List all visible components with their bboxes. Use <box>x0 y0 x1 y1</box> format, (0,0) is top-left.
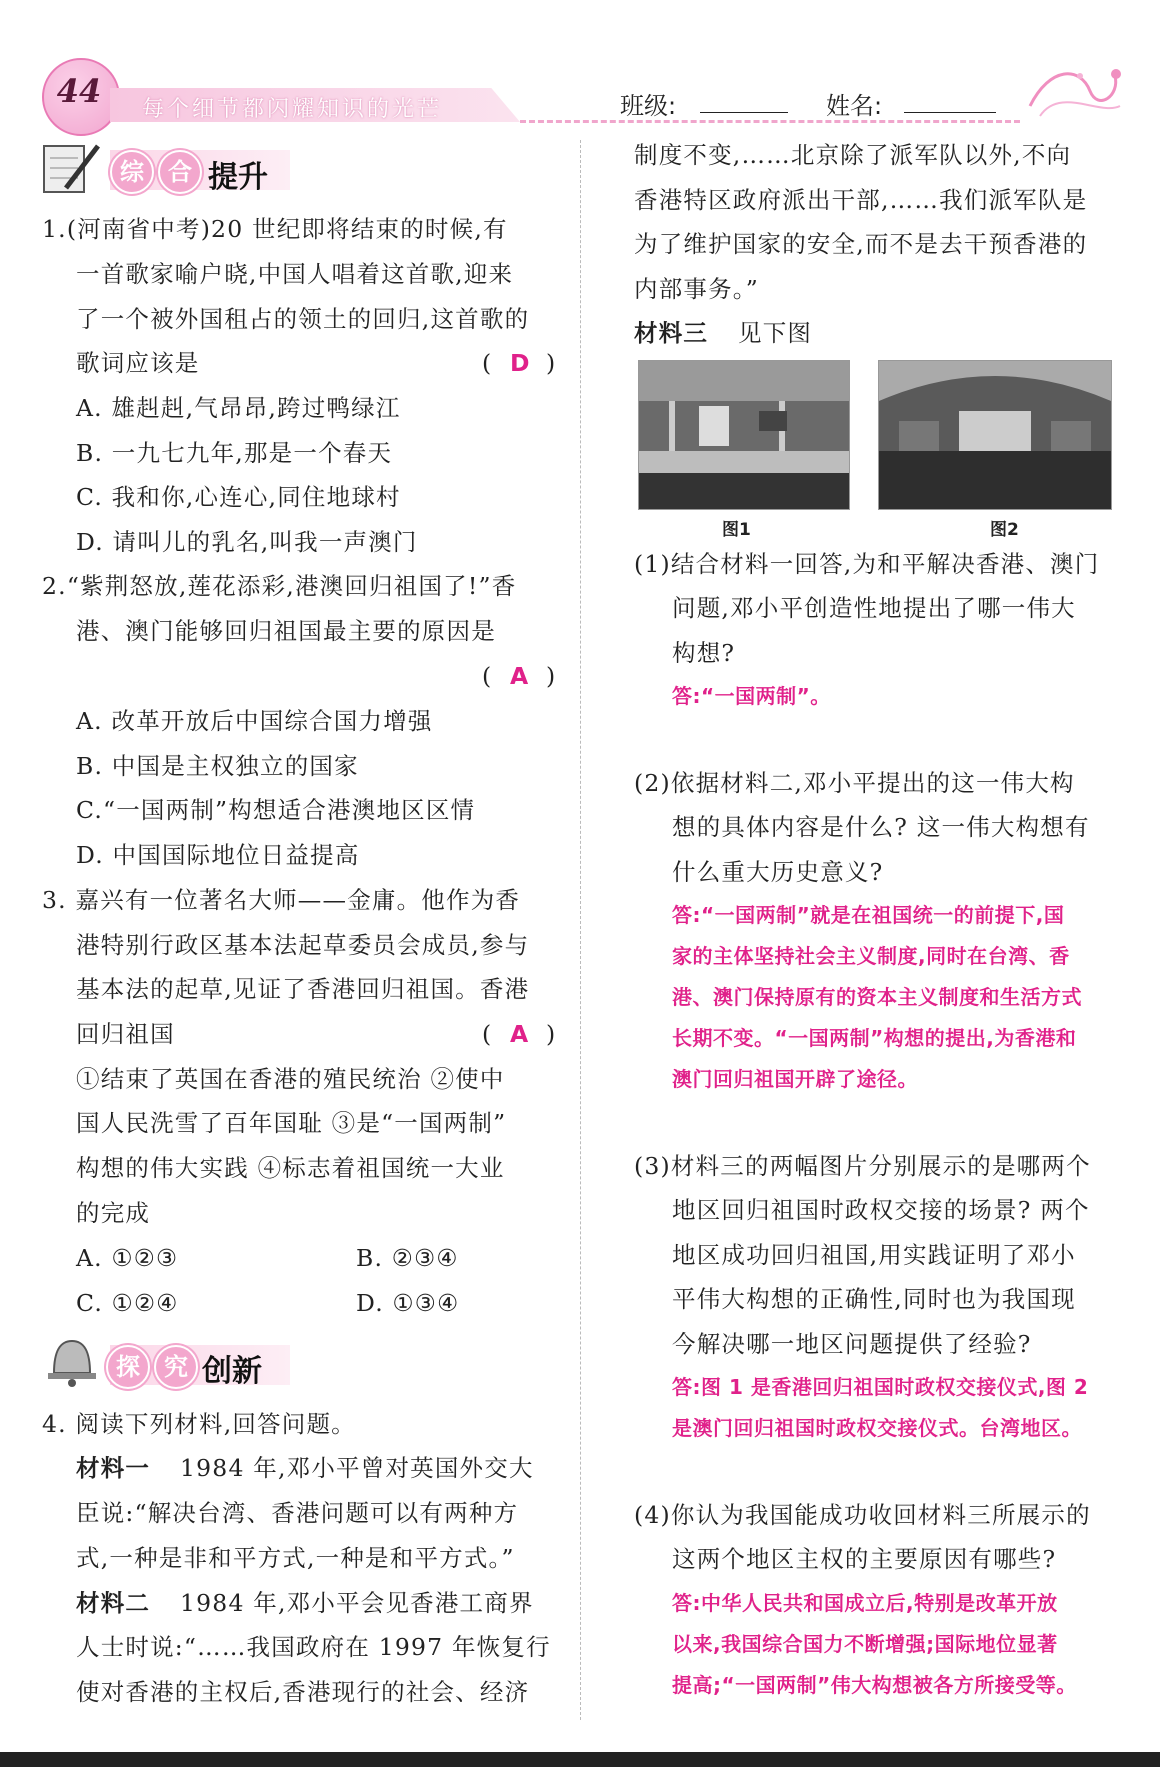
q1-line: 歌词应该是 <box>76 349 200 377</box>
section-bubble: 探 <box>106 1345 150 1389</box>
section-title: 创新 <box>202 1354 262 1389</box>
q4-line: 4. 阅读下列材料,回答问题。 <box>42 1410 356 1438</box>
subq1-answer: 答:“一国两制”。 <box>672 684 831 708</box>
material-2-text: 为了维护国家的安全,而不是去干预香港的 <box>634 230 1088 258</box>
page-number: 44 <box>56 72 102 110</box>
q2-answer: A <box>510 662 530 690</box>
subq1-line: (1)结合材料一回答,为和平解决香港、澳门 <box>634 550 1100 578</box>
subq3-line: 平伟大构想的正确性,同时也为我国现 <box>672 1285 1076 1313</box>
column-divider <box>580 140 581 1720</box>
subq2-answer: 港、澳门保持原有的资本主义制度和生活方式 <box>672 985 1082 1009</box>
material-2-text: 内部事务。” <box>634 275 759 303</box>
q2-option: C.“一国两制”构想适合港澳地区区情 <box>76 796 476 824</box>
subq2-answer: 长期不变。“一国两制”构想的提出,为香港和 <box>672 1026 1077 1050</box>
subq4-answer: 答:中华人民共和国成立后,特别是改革开放 <box>672 1591 1058 1615</box>
figure-2-caption: 图2 <box>990 520 1019 540</box>
q3-answer-close: ) <box>546 1020 557 1048</box>
class-blank[interactable] <box>700 86 788 113</box>
subq2-answer: 澳门回归祖国开辟了途径。 <box>672 1067 918 1091</box>
q1-option: B. 一九七九年,那是一个春天 <box>76 439 393 467</box>
q1-option: C. 我和你,心连心,同住地球村 <box>76 483 401 511</box>
q1-option: A. 雄赳赳,气昂昂,跨过鸭绿江 <box>76 394 401 422</box>
section-bubble: 究 <box>154 1345 198 1389</box>
subq4-answer: 以来,我国综合国力不断增强;国际地位显著 <box>672 1632 1058 1656</box>
figure-1-caption: 图1 <box>722 520 751 540</box>
q1-line: 了一个被外国租占的领土的回归,这首歌的 <box>76 305 530 333</box>
section-title: 提升 <box>208 160 268 195</box>
subq2-answer: 答:“一国两制”就是在祖国统一的前提下,国 <box>672 903 1065 927</box>
q1-line: 一首歌家喻户晓,中国人唱着这首歌,迎来 <box>76 260 514 288</box>
material-2-text: 1984 年,邓小平会见香港工商界 <box>180 1589 534 1617</box>
name-label: 姓名: <box>826 92 883 120</box>
q1-option: D. 请叫儿的乳名,叫我一声澳门 <box>76 528 418 556</box>
subq1-line: 问题,邓小平创造性地提出了哪一伟大 <box>672 594 1076 622</box>
material-1-text: 式,一种是非和平方式,一种是和平方式。” <box>76 1544 515 1572</box>
q2-line: 2.“紫荆怒放,莲花添彩,港澳回归祖国了!”香 <box>42 572 517 600</box>
q3-line: 3. 嘉兴有一位著名大师——金庸。他作为香 <box>42 886 521 914</box>
subq3-answer: 答:图 1 是香港回归祖国时政权交接仪式,图 2 <box>672 1375 1089 1399</box>
subq2-answer: 家的主体坚持社会主义制度,同时在台湾、香 <box>672 944 1070 968</box>
material-2-label: 材料二 <box>76 1589 151 1617</box>
q3-statement: ①结束了英国在香港的殖民统治 ②使中 <box>76 1065 505 1093</box>
q3-line: 基本法的起草,见证了香港回归祖国。香港 <box>76 975 530 1003</box>
q2-answer-open: ( <box>482 662 493 690</box>
bottom-bar <box>0 1752 1160 1767</box>
subq2-line: 想的具体内容是什么? 这一伟大构想有 <box>672 813 1090 841</box>
material-1-text: 1984 年,邓小平曾对英国外交大 <box>180 1454 534 1482</box>
subq2-line: 什么重大历史意义? <box>672 858 884 886</box>
q2-answer-close: ) <box>546 662 557 690</box>
class-label: 班级: <box>620 92 677 120</box>
subq3-answer: 是澳门回归祖国时政权交接仪式。台湾地区。 <box>672 1416 1082 1440</box>
material-2-text: 制度不变,……北京除了派军队以外,不向 <box>634 141 1072 169</box>
q3-line: 港特别行政区基本法起草委员会成员,参与 <box>76 931 530 959</box>
q3-answer: A <box>510 1020 530 1048</box>
figure-2-image <box>878 360 1112 510</box>
bell-icon <box>40 1333 102 1389</box>
material-2-text: 香港特区政府派出干部,……我们派军队是 <box>634 186 1088 214</box>
motto-text: 每个细节都闪耀知识的光芒 <box>142 97 443 122</box>
figure-1-image <box>638 360 850 510</box>
q1-line: 1.(河南省中考)20 世纪即将结束的时候,有 <box>42 215 508 243</box>
q3-option: D. ①③④ <box>356 1289 460 1317</box>
material-3-text: 见下图 <box>738 319 813 347</box>
q1-answer-close: ) <box>546 349 557 377</box>
q3-line: 回归祖国 <box>76 1020 175 1048</box>
subq4-answer: 提高;“一国两制”伟大构想被各方所接受等。 <box>672 1673 1077 1697</box>
q2-option: D. 中国国际地位日益提高 <box>76 841 360 869</box>
section-bubble: 合 <box>158 150 202 194</box>
q2-line: 港、澳门能够回归祖国最主要的原因是 <box>76 617 496 645</box>
q3-option: B. ②③④ <box>356 1244 459 1272</box>
subq1-line: 构想? <box>672 639 736 667</box>
q3-option: C. ①②④ <box>76 1289 179 1317</box>
material-3-label: 材料三 <box>634 319 709 347</box>
q3-answer-open: ( <box>482 1020 493 1048</box>
material-2-text: 人士时说:“……我国政府在 1997 年恢复行 <box>76 1633 551 1661</box>
material-1-text: 臣说:“解决台湾、香港问题可以有两种方 <box>76 1499 519 1527</box>
material-2-text: 使对香港的主权后,香港现行的社会、经济 <box>76 1678 530 1706</box>
subq4-line: 这两个地区主权的主要原因有哪些? <box>672 1545 1057 1573</box>
notebook-pen-icon <box>40 140 102 196</box>
q3-statement: 构想的伟大实践 ④标志着祖国统一大业 <box>76 1154 505 1182</box>
q1-answer-open: ( <box>482 349 493 377</box>
subq3-line: 地区回归祖国时政权交接的场景? 两个 <box>672 1196 1090 1224</box>
header-dashed-line <box>520 120 1020 123</box>
subq3-line: 今解决哪一地区问题提供了经验? <box>672 1330 1032 1358</box>
q3-statement: 国人民洗雪了百年国耻 ③是“一国两制” <box>76 1109 507 1137</box>
q2-option: B. 中国是主权独立的国家 <box>76 752 359 780</box>
subq3-line: (3)材料三的两幅图片分别展示的是哪两个 <box>634 1152 1091 1180</box>
q3-option: A. ①②③ <box>76 1244 179 1272</box>
subq3-line: 地区成功回归祖国,用实践证明了邓小 <box>672 1241 1076 1269</box>
q1-answer: D <box>510 349 531 377</box>
q2-option: A. 改革开放后中国综合国力增强 <box>76 707 433 735</box>
section-bubble: 综 <box>110 150 154 194</box>
name-blank[interactable] <box>904 86 996 113</box>
subq4-line: (4)你认为我国能成功收回材料三所展示的 <box>634 1501 1091 1529</box>
flourish-icon <box>1020 56 1130 126</box>
material-1-label: 材料一 <box>76 1454 151 1482</box>
subq2-line: (2)依据材料二,邓小平提出的这一伟大构 <box>634 769 1075 797</box>
q3-statement: 的完成 <box>76 1199 151 1227</box>
